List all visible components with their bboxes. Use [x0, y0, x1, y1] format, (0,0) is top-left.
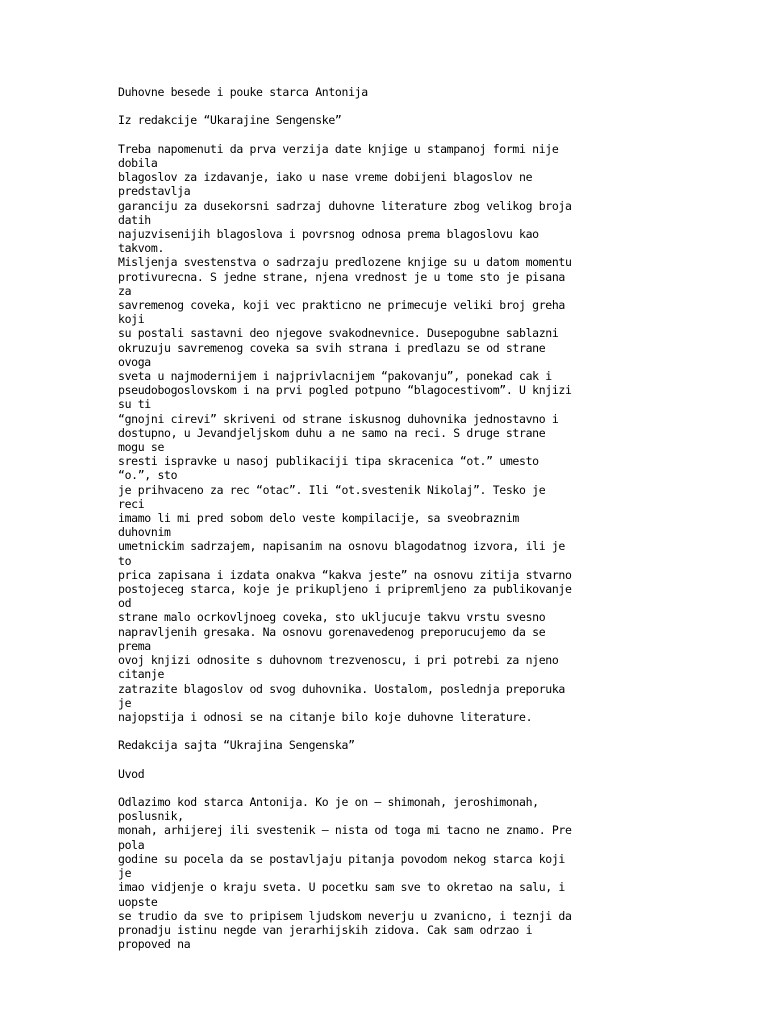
text-line: strane malo ocrkovljnoeg coveka, sto ukljucuje takvu vrstu svesno: [118, 610, 546, 625]
editorial-signature: Redakcija sajta “Ukrajina Sengenska”: [118, 738, 355, 753]
text-line: imamo li mi pred sobom delo veste kompilacije, sa sveobraznim: [118, 511, 519, 526]
text-line: imao vidjenje o kraju sveta. U pocetku sam sve to okretao na salu, i: [118, 880, 566, 895]
text-line: Treba napomenuti da prva verzija date knjige u stampanoj formi nije: [118, 141, 559, 156]
text-line: uopste: [118, 894, 158, 909]
text-line: garanciju za dusekorsni sadrzaj duhovne literature zbog velikog broja: [118, 198, 572, 213]
text-line: reci: [118, 496, 145, 511]
text-line: su ti: [118, 397, 151, 412]
text-line: poslusnik,: [118, 809, 184, 824]
text-line: prema: [118, 638, 151, 653]
intro-paragraph: [118, 142, 658, 724]
text-line: koji: [118, 312, 145, 327]
text-line: Odlazimo kod starca Antonija. Ko je on – shimonah, jeroshimonah,: [118, 795, 539, 810]
text-line: duhovnim: [118, 525, 171, 540]
section-heading: Uvod: [118, 766, 145, 781]
text-line: savremenog coveka, koji vec prakticno ne primecuje veliki broj greha: [118, 298, 566, 313]
text-line: dostupno, u Jevandjeljskom duhu a ne samo na reci. S druge strane: [118, 425, 546, 440]
text-line: najopstija i odnosi se na citanje bilo koje duhovne literature.: [118, 709, 533, 724]
text-line: je prihvaceno za rec “otac”. Ili “ot.svestenik Nikolaj”. Tesko je: [118, 482, 546, 497]
text-line: “o.”, sto: [118, 468, 178, 483]
text-line: najuzvisenijih blagoslova i povrsnog odnosa prema blagoslovu kao: [118, 227, 539, 241]
text-line: je: [118, 695, 132, 710]
text-line: sresti ispravke u nasoj publikaciji tipa skracenica “ot.” umesto: [118, 454, 539, 469]
text-line: su postali sastavni deo njegove svakodnevnice. Dusepogubne sablazni: [118, 326, 559, 341]
text-line: godine su pocela da se postavljaju pitanja povodom nekog starca koji: [118, 851, 566, 866]
text-line: predstavlja: [118, 184, 191, 199]
text-line: zatrazite blagoslov od svog duhovnika. Uostalom, poslednja preporuka: [118, 681, 566, 696]
document-page: [118, 85, 658, 966]
text-line: se trudio da sve to pripisem ljudskom neverju u zvanicno, i teznji da: [118, 908, 572, 923]
text-line: sveta u najmodernijem i najprivlacnijem “pakovanju”, ponekad cak i: [118, 369, 552, 384]
document-title: Duhovne besede i pouke starca Antonija: [118, 85, 368, 99]
text-line: to: [118, 553, 132, 568]
text-line: citanje: [118, 667, 165, 682]
text-line: pola: [118, 837, 145, 852]
text-line: dobila: [118, 155, 158, 170]
text-line: pronadju istinu negde van jerarhijskih zidova. Cak sam odrzao i: [118, 922, 533, 937]
text-line: ovoj knjizi odnosite s duhovnom trezvenoscu, i pri potrebi za njeno: [118, 653, 559, 668]
text-line: takvom.: [118, 241, 165, 256]
text-line: okruzuju savremenog coveka sa svih strana i predlazu se od strane: [118, 340, 546, 355]
body-paragraph: [118, 795, 658, 951]
text-line: napravljenih gresaka. Na osnovu gorenavedenog preporucujemo da se: [118, 624, 546, 639]
text-line: propoved na: [118, 937, 191, 952]
text-line: mogu se: [118, 440, 165, 455]
text-line: monah, arhijerej ili svestenik – nista od toga mi tacno ne znamo. Pre: [118, 823, 572, 838]
text-line: prica zapisana i izdata onakva “kakva jeste” na osnovu zitija stvarno: [118, 567, 572, 582]
text-line: od: [118, 596, 132, 611]
text-line: ovoga: [118, 354, 151, 369]
text-line: datih: [118, 212, 151, 227]
text-line: blagoslov za izdavanje, iako u nase vreme dobijeni blagoslov ne: [118, 170, 533, 185]
text-line: Misljenja svestenstva o sadrzaju predlozene knjige su u datom momentu: [118, 255, 572, 270]
text-line: za: [118, 283, 132, 298]
text-line: “gnojni cirevi” skriveni od strane iskusnog duhovnika jednostavno i: [118, 411, 559, 426]
text-line: protivurecna. S jedne strane, njena vrednost je u tome sto je pisana: [118, 269, 566, 284]
text-line: pseudobogoslovskom i na prvi pogled potpuno “blagocestivom”. U knjizi: [118, 383, 572, 398]
text-line: je: [118, 866, 132, 881]
text-line: postojeceg starca, koje je prikupljeno i pripremljeno za publikovanje: [118, 582, 572, 597]
text-line: umetnickim sadrzajem, napisanim na osnovu blagodatnog izvora, ili je: [118, 539, 566, 554]
document-source: Iz redakcije “Ukarajine Sengenske”: [118, 113, 342, 128]
